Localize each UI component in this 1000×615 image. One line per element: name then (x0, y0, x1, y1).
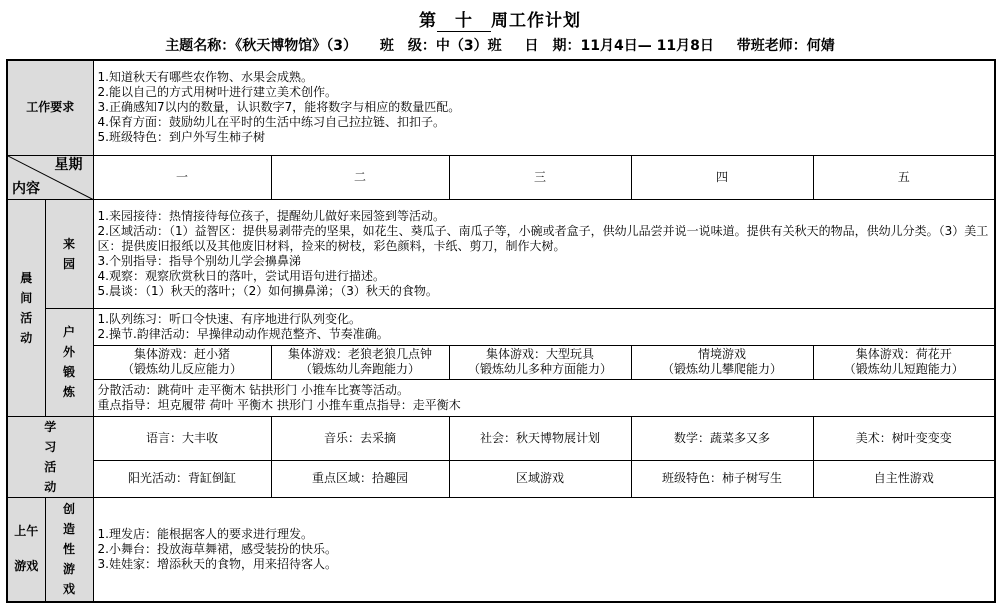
requirements-content (93, 60, 995, 155)
games-content (93, 497, 995, 602)
arrival-item: 1.来园接待：热情接待每位孩子，提醒幼儿做好来园签到等活动。 (97, 208, 445, 223)
outdoor-outro (93, 379, 995, 416)
learning-cell: 语言：大丰收 (93, 416, 271, 460)
game-item: 2.小舞台：投放海草舞裙，感受装扮的快乐。 (97, 541, 337, 556)
outdoor-outro-row (7, 379, 995, 416)
outdoor-game-cell: 集体游戏：赶小猪 （锻炼幼儿反应能力） (93, 345, 271, 379)
games-row (7, 497, 995, 602)
title-prefix: 第 (419, 11, 437, 31)
weekday-label: 星期 (54, 156, 83, 173)
learning-activities-label: 学习活动 (7, 416, 93, 497)
outdoor-outro-item: 分散活动：跳荷叶 走平衡木 钻拱形门 小推车比赛等活动。 (97, 382, 409, 397)
requirement-item: 1.知道秋天有哪些农作物、水果会成熟。 (97, 70, 313, 85)
learning-cell: 阳光活动：背缸倒缸 (93, 460, 271, 497)
requirement-item: 5.班级特色：到户外写生柿子树 (97, 130, 265, 145)
outdoor-game-cell: 集体游戏：大型玩具 （锻炼幼儿多种方面能力） (449, 345, 631, 379)
morning-activities-label: 晨间活动 (7, 199, 45, 416)
learning-cell: 社会：秋天博物展计划 (449, 416, 631, 460)
arrival-item: 5.晨谈：（1）秋天的落叶；（2）如何擤鼻涕；（3）秋天的食物。 (97, 283, 438, 298)
weekly-plan-table (6, 59, 996, 603)
learning-cell: 美术：树叶变变变 (813, 416, 995, 460)
learning-row-1 (7, 416, 995, 460)
game-item: 3.娃娃家：增添秋天的食物，用来招待客人。 (97, 556, 337, 571)
outdoor-game-cell: 集体游戏：老狼老狼几点钟 （锻炼幼儿奔跑能力） (271, 345, 449, 379)
learning-cell: 音乐：去采摘 (271, 416, 449, 460)
teacher-label: 带班老师： (736, 38, 807, 54)
day-tuesday: 二 (271, 155, 449, 199)
requirements-row (7, 60, 995, 155)
arrival-item: 2.区域活动：（1）益智区：提供易剥带壳的坚果，如花生、葵瓜子、南瓜子等，小碗或者盒子，供幼儿品尝并说一说味道。提供有关秋天的物品，供幼儿分类。（3）美工区：提供废旧报纸以及其他废旧材料，捡来的树枝，彩色颜料，卡纸、剪刀，制作大树。 (97, 223, 989, 253)
outdoor-intro-item: 2.操节.韵律活动：早操律动动作规范整齐、节奏准确。 (97, 326, 389, 341)
outdoor-exercise-label: 户外锻炼 (45, 308, 93, 416)
day-wednesday: 三 (449, 155, 631, 199)
requirement-item: 2.能以自己的方式用树叶进行建立美术创作。 (97, 85, 337, 100)
learning-cell: 重点区域：拾趣园 (271, 460, 449, 497)
days-header-row (7, 155, 995, 199)
outdoor-game-cell: 情境游戏 （锻炼幼儿攀爬能力） (631, 345, 813, 379)
day-monday: 一 (93, 155, 271, 199)
outdoor-games-row (7, 345, 995, 379)
date-value: 11月4日— 11月8日 (580, 38, 714, 54)
requirements-label: 工作要求 (7, 60, 93, 155)
title-suffix: 周工作计划 (491, 11, 581, 31)
arrival-label: 来园 (45, 199, 93, 308)
theme-label: 主题名称： (165, 38, 236, 54)
outdoor-intro (93, 308, 995, 345)
arrival-item: 4.观察：观察欣赏秋日的落叶，尝试用语句进行描述。 (97, 268, 385, 283)
arrival-item: 3.个别指导：指导个别幼儿学会擤鼻涕 (97, 253, 301, 268)
outdoor-intro-row (7, 308, 995, 345)
creative-games-label: 创造性游戏 (45, 497, 93, 602)
learning-row-2 (7, 460, 995, 497)
content-label: 内容 (12, 180, 40, 197)
requirement-item: 4.保育方面：鼓励幼儿在平时的生活中练习自己拉拉链、扣扣子。 (97, 115, 445, 130)
arrival-row (7, 199, 995, 308)
week-number: 十 (437, 6, 491, 32)
arrival-content (93, 199, 995, 308)
class-value: 中（3）班 (435, 38, 502, 54)
date-label: 日 期： (524, 38, 581, 54)
theme-value: 《秋天博物馆》（3） (235, 38, 358, 54)
day-friday: 五 (813, 155, 995, 199)
game-item: 1.理发店：能根据客人的要求进行理发。 (97, 526, 313, 541)
morning-games-label: 上午 游戏 (7, 497, 45, 602)
teacher-value: 何婧 (806, 38, 835, 54)
page-title (0, 6, 1000, 32)
learning-cell: 区域游戏 (449, 460, 631, 497)
requirement-item: 3.正确感知7以内的数量，认识数字7，能将数字与相应的数量匹配。 (97, 100, 461, 115)
learning-cell: 数学：蔬菜多又多 (631, 416, 813, 460)
day-thursday: 四 (631, 155, 813, 199)
learning-cell: 自主性游戏 (813, 460, 995, 497)
class-label: 班 级： (379, 38, 436, 54)
outdoor-outro-item: 重点指导：坦克履带 荷叶 平衡木 拱形门 小推车重点指导：走平衡木 (97, 397, 461, 412)
plan-meta (0, 35, 1000, 55)
weekday-content-corner (7, 155, 93, 199)
outdoor-game-cell: 集体游戏：荷花开 （锻炼幼儿短跑能力） (813, 345, 995, 379)
learning-cell: 班级特色：柿子树写生 (631, 460, 813, 497)
outdoor-intro-item: 1.队列练习：听口令快速、有序地进行队列变化。 (97, 311, 361, 326)
